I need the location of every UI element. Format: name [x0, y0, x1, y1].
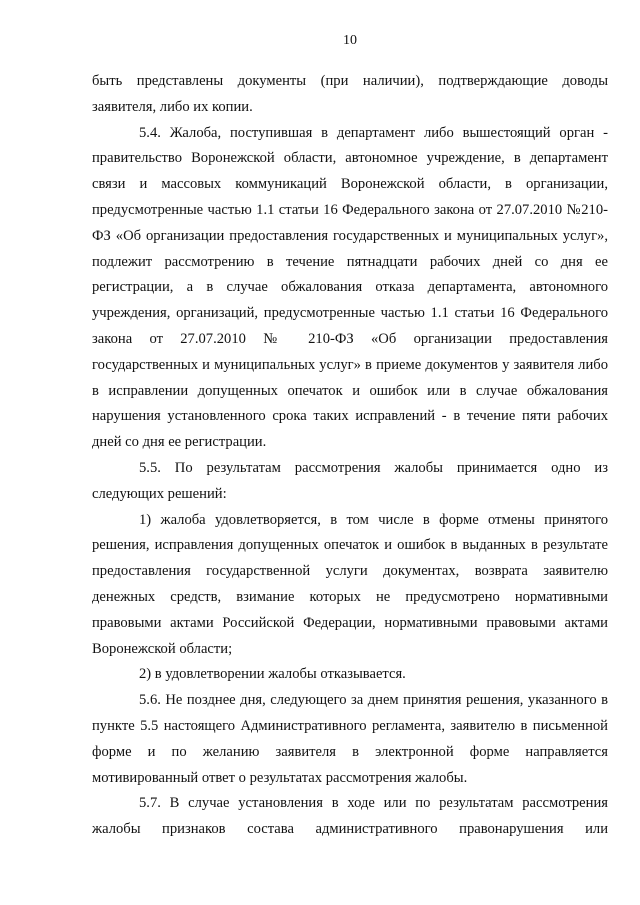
paragraph-continuation: быть представлены документы (при наличии), подтверждающие доводы заявителя, либо их копии.	[92, 73, 608, 115]
paragraph-5-5-item-1: 1) жалоба удовлетворяется, в том числе в форме отмены принятого решения, исправления допущенных опечаток и ошибок в выданных в результате предоставления государственной услуги документах, возврата заявителю денежных средств, взимание которых не предусмотрено нормативными правовыми актами Российской Федерации, нормативными правовыми актами Воронежской области;	[92, 511, 608, 657]
paragraph-5-7: 5.7. В случае установления в ходе или по результатам рассмотрения жалобы признаков состава административного правонарушения или	[92, 795, 608, 838]
page-number: 10	[343, 33, 357, 48]
paragraph-5-4: 5.4. Жалоба, поступившая в департамент либо вышестоящий орган - правительство Воронежской области, автономное учреждение, в департамент связи и массовых коммуникаций Воронежской области, в организации, предусмотренные частью 1.1 статьи 16 Федерального закона от 27.07.2010 №210-ФЗ «Об организации предоставления государственных и муниципальных услуг», подлежит рассмотрению в течение пятнадцати рабочих дней со дня ее регистрации, а в случае обжалования отказа департамента, автономного учреждения, организаций, предусмотренные частью 1.1 статьи 16 Федерального закона от 27.07.2010 № 210-ФЗ «Об организации предоставления государственных и муниципальных услуг» в приеме документов у заявителя либо в исправлении допущенных опечаток и ошибок или в случае обжалования нарушения установленного срока таких исправлений - в течение пяти рабочих дней со дня ее регистрации.	[92, 124, 608, 451]
paragraph-5-5-item-2: 2) в удовлетворении жалобы отказывается.	[139, 666, 406, 683]
paragraph-5-6: 5.6. Не позднее дня, следующего за днем принятия решения, указанного в пункте 5.5 настоящего Административного регламента, заявителю в письменной форме и по желанию заявителя в электронной форме направляется мотивированный ответ о результатах рассмотрения жалобы.	[92, 692, 608, 786]
document-body	[92, 69, 608, 843]
paragraph-5-5: 5.5. По результатам рассмотрения жалобы принимается одно из следующих решений:	[92, 459, 608, 502]
